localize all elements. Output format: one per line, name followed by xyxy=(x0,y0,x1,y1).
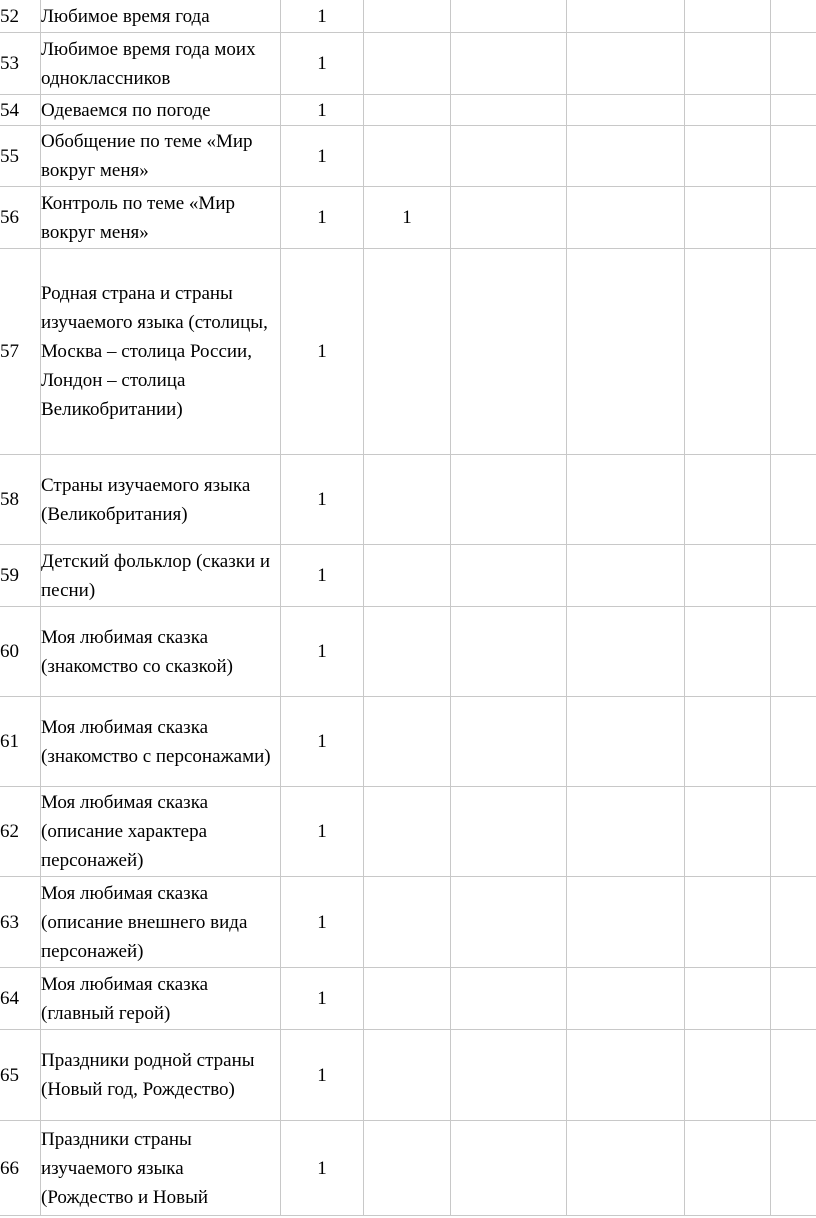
empty-cell xyxy=(451,95,567,126)
lesson-topic-cell: Моя любимая сказка (главный герой) xyxy=(41,968,281,1030)
empty-cell xyxy=(771,545,816,607)
empty-cell xyxy=(567,787,685,877)
lesson-topic-cell: Праздники родной страны (Новый год, Рождество) xyxy=(41,1030,281,1121)
lesson-topic-cell: Моя любимая сказка (знакомство с персонажами) xyxy=(41,697,281,787)
table-row xyxy=(0,1121,816,1216)
table-row xyxy=(0,126,816,187)
lesson-number-cell: 62 xyxy=(0,787,41,877)
empty-cell xyxy=(567,33,685,95)
lesson-hours-cell: 1 xyxy=(281,787,364,877)
empty-cell xyxy=(567,1030,685,1121)
empty-cell xyxy=(771,187,816,249)
lesson-control-cell xyxy=(364,95,451,126)
empty-cell xyxy=(685,455,771,545)
empty-cell xyxy=(685,126,771,187)
empty-cell xyxy=(685,545,771,607)
empty-cell xyxy=(567,607,685,697)
lesson-control-cell xyxy=(364,249,451,455)
lesson-number-cell: 59 xyxy=(0,545,41,607)
lesson-control-cell xyxy=(364,968,451,1030)
empty-cell xyxy=(451,697,567,787)
lesson-topic-cell: Праздники страны изучаемого языка (Рождество и Новый xyxy=(41,1121,281,1216)
table-row xyxy=(0,877,816,968)
lesson-number-cell: 53 xyxy=(0,33,41,95)
empty-cell xyxy=(567,0,685,33)
empty-cell xyxy=(685,697,771,787)
empty-cell xyxy=(567,187,685,249)
lesson-hours-cell: 1 xyxy=(281,126,364,187)
empty-cell xyxy=(685,877,771,968)
lesson-topic-cell: Детский фольклор (сказки и песни) xyxy=(41,545,281,607)
lesson-control-cell xyxy=(364,697,451,787)
lesson-number-cell: 58 xyxy=(0,455,41,545)
empty-cell xyxy=(451,455,567,545)
lesson-control-cell xyxy=(364,1030,451,1121)
empty-cell xyxy=(771,249,816,455)
empty-cell xyxy=(685,95,771,126)
lesson-hours-cell: 1 xyxy=(281,95,364,126)
lesson-hours-cell: 1 xyxy=(281,607,364,697)
empty-cell xyxy=(771,33,816,95)
empty-cell xyxy=(685,607,771,697)
lesson-number-cell: 65 xyxy=(0,1030,41,1121)
lesson-hours-cell: 1 xyxy=(281,33,364,95)
table-row xyxy=(0,95,816,126)
empty-cell xyxy=(685,1121,771,1216)
empty-cell xyxy=(771,1121,816,1216)
lesson-control-cell xyxy=(364,0,451,33)
lesson-control-cell xyxy=(364,877,451,968)
empty-cell xyxy=(771,968,816,1030)
lesson-number-cell: 52 xyxy=(0,0,41,33)
empty-cell xyxy=(685,968,771,1030)
empty-cell xyxy=(771,95,816,126)
empty-cell xyxy=(451,33,567,95)
table-row xyxy=(0,0,816,33)
lesson-hours-cell: 1 xyxy=(281,455,364,545)
empty-cell xyxy=(685,787,771,877)
empty-cell xyxy=(685,249,771,455)
empty-cell xyxy=(451,0,567,33)
lesson-hours-cell: 1 xyxy=(281,1121,364,1216)
lesson-hours-cell: 1 xyxy=(281,0,364,33)
table-row xyxy=(0,33,816,95)
empty-cell xyxy=(451,126,567,187)
lesson-number-cell: 61 xyxy=(0,697,41,787)
lesson-number-cell: 54 xyxy=(0,95,41,126)
empty-cell xyxy=(685,33,771,95)
lesson-hours-cell: 1 xyxy=(281,697,364,787)
empty-cell xyxy=(685,187,771,249)
empty-cell xyxy=(567,249,685,455)
empty-cell xyxy=(567,1121,685,1216)
table-row xyxy=(0,607,816,697)
empty-cell xyxy=(567,455,685,545)
empty-cell xyxy=(685,1030,771,1121)
lesson-topic-cell: Любимое время года моих одноклассников xyxy=(41,33,281,95)
table-row xyxy=(0,968,816,1030)
lesson-number-cell: 56 xyxy=(0,187,41,249)
lesson-topic-cell: Контроль по теме «Мир вокруг меня» xyxy=(41,187,281,249)
lesson-topic-cell: Моя любимая сказка (описание внешнего вида персонажей) xyxy=(41,877,281,968)
lesson-control-cell xyxy=(364,545,451,607)
empty-cell xyxy=(451,545,567,607)
lesson-control-cell xyxy=(364,126,451,187)
table-row xyxy=(0,187,816,249)
empty-cell xyxy=(685,0,771,33)
lesson-hours-cell: 1 xyxy=(281,968,364,1030)
lesson-hours-cell: 1 xyxy=(281,877,364,968)
lesson-control-cell xyxy=(364,607,451,697)
lesson-number-cell: 57 xyxy=(0,249,41,455)
empty-cell xyxy=(451,877,567,968)
lesson-hours-cell: 1 xyxy=(281,187,364,249)
lesson-control-cell xyxy=(364,33,451,95)
lesson-control-cell: 1 xyxy=(364,187,451,249)
empty-cell xyxy=(771,877,816,968)
empty-cell xyxy=(451,1121,567,1216)
empty-cell xyxy=(567,968,685,1030)
empty-cell xyxy=(771,126,816,187)
lesson-number-cell: 64 xyxy=(0,968,41,1030)
empty-cell xyxy=(451,187,567,249)
table-row xyxy=(0,787,816,877)
lesson-topic-cell: Обобщение по теме «Мир вокруг меня» xyxy=(41,126,281,187)
lesson-number-cell: 63 xyxy=(0,877,41,968)
table-row xyxy=(0,1030,816,1121)
lesson-topic-cell: Любимое время года xyxy=(41,0,281,33)
empty-cell xyxy=(451,607,567,697)
lesson-hours-cell: 1 xyxy=(281,545,364,607)
empty-cell xyxy=(451,1030,567,1121)
empty-cell xyxy=(771,455,816,545)
table-row xyxy=(0,455,816,545)
empty-cell xyxy=(771,0,816,33)
empty-cell xyxy=(451,787,567,877)
lesson-number-cell: 55 xyxy=(0,126,41,187)
lesson-topic-cell: Родная страна и страны изучаемого языка (столицы, Москва – столица России, Лондон – столица Великобритании) xyxy=(41,249,281,455)
empty-cell xyxy=(451,249,567,455)
empty-cell xyxy=(567,545,685,607)
empty-cell xyxy=(771,697,816,787)
lesson-number-cell: 66 xyxy=(0,1121,41,1216)
table-row xyxy=(0,249,816,455)
lesson-control-cell xyxy=(364,787,451,877)
lesson-hours-cell: 1 xyxy=(281,249,364,455)
empty-cell xyxy=(567,126,685,187)
empty-cell xyxy=(451,968,567,1030)
lesson-topic-cell: Моя любимая сказка (знакомство со сказкой) xyxy=(41,607,281,697)
empty-cell xyxy=(771,1030,816,1121)
lesson-control-cell xyxy=(364,455,451,545)
lesson-topic-cell: Страны изучаемого языка (Великобритания) xyxy=(41,455,281,545)
lesson-topic-cell: Моя любимая сказка (описание характера персонажей) xyxy=(41,787,281,877)
table-row xyxy=(0,697,816,787)
lesson-control-cell xyxy=(364,1121,451,1216)
empty-cell xyxy=(567,697,685,787)
lesson-number-cell: 60 xyxy=(0,607,41,697)
empty-cell xyxy=(567,877,685,968)
empty-cell xyxy=(771,607,816,697)
table-row xyxy=(0,545,816,607)
empty-cell xyxy=(567,95,685,126)
lesson-hours-cell: 1 xyxy=(281,1030,364,1121)
empty-cell xyxy=(771,787,816,877)
lesson-topic-cell: Одеваемся по погоде xyxy=(41,95,281,126)
